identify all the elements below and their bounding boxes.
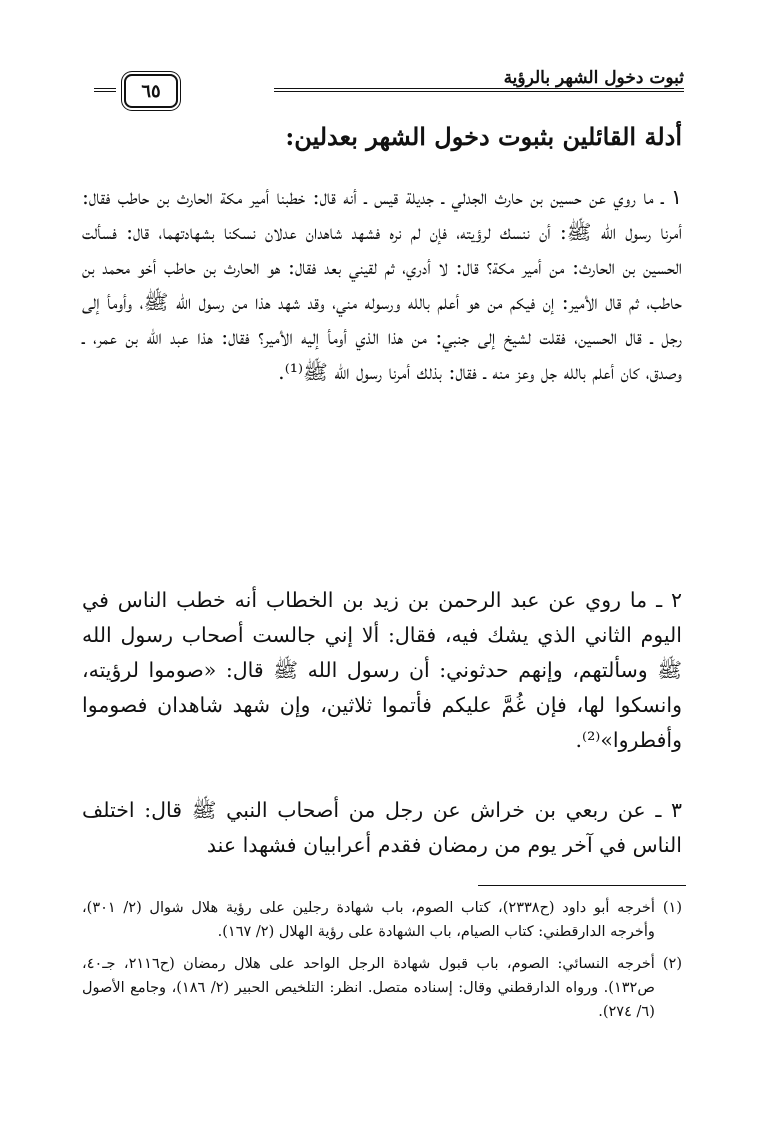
header-rule (274, 88, 684, 92)
header-rule-short (94, 88, 116, 92)
running-header (94, 66, 684, 106)
paragraph-text: ١ ـ ما روي عن حسين بن حارث الجدلي ـ جديلة قيس ـ أنه قال: خطبنا أمير مكة الحارث بن حاطب فقال: أمرنا رسول الله ﷺ: أن ننسك لرؤيته، فإن لم نره فشهد شاهدان عدلان نسكنا بشهادتهما، قال: فسألت الحسين بن الحارث: من أمير مكة؟ قال: لا أدري، ثم لقيني بعد فقال: هو الحارث بن حاطب أخو محمد بن حاطب، ثم قال الأمير: إن فيكم من هو أعلم بالله ورسوله مني، وقد شهد هذا من رسول الله ﷺ، وأومأ إلى رجل ـ قال الحسين، فقلت لشيخ إلى جنبي: من هذا الذي أومأ إليه الأمير؟ فقال: هذا عبد الله بن عمر، ـ وصدق، كان أعلم بالله جل وعز منه ـ فقال: بذلك أمرنا رسول الله ﷺ⁽¹⁾. (82, 185, 682, 384)
paragraph-2 (82, 583, 682, 758)
section-heading: أدلة القائلين بثبوت دخول الشهر بعدلين: (285, 122, 682, 151)
paragraph-text: ٢ ـ ما روي عن عبد الرحمن بن زيد بن الخطاب أنه خطب الناس في اليوم الثاني الذي يشك فيه، فقال: ألا إني جالست أصحاب رسول الله ﷺ وسألتهم، وإنهم حدثوني: أن رسول الله ﷺ قال: «صوموا لرؤيته، وانسكوا لها، فإن غُمَّ عليكم فأتموا ثلاثين، وإن شهد شاهدان فصوموا وأفطروا»⁽²⁾. (82, 588, 682, 752)
footnote-1 (82, 896, 682, 944)
running-title: ثبوت دخول الشهر بالرؤية (503, 68, 684, 88)
footnote-number: (٢) (662, 956, 682, 972)
footnote-number: (١) (662, 900, 682, 916)
footnote-text: أخرجه النسائي: الصوم، باب قبول شهادة الرجل الواحد على هلال رمضان (ح٢١١٦، جـ٤٠، ص١٣٢). ورواه الدارقطني وقال: إسناده متصل. انظر: التلخيص الحبير (٢/ ١٨٦)، وجامع الأصول (٦/ ٢٧٤). (82, 956, 655, 1020)
footnotes (82, 896, 682, 1032)
paragraph-text: ٣ ـ عن ربعي بن خراش عن رجل من أصحاب النبي ﷺ قال: اختلف الناس في آخر يوم من رمضان فقدم أعرابيان فشهدا عند (82, 798, 682, 857)
paragraph-3 (82, 793, 682, 863)
page-number: ٦٥ (124, 74, 178, 108)
paragraph-1 (82, 180, 682, 390)
footnote-2 (82, 952, 682, 1024)
footnote-text: أخرجه أبو داود (ح٢٣٣٨)، كتاب الصوم، باب شهادة رجلين على رؤية هلال شوال (٢/ ٣٠١)، وأخرجه الدارقطني: كتاب الصيام، باب الشهادة على رؤية الهلال (٢/ ١٦٧). (82, 900, 655, 940)
footnote-separator (478, 885, 686, 886)
